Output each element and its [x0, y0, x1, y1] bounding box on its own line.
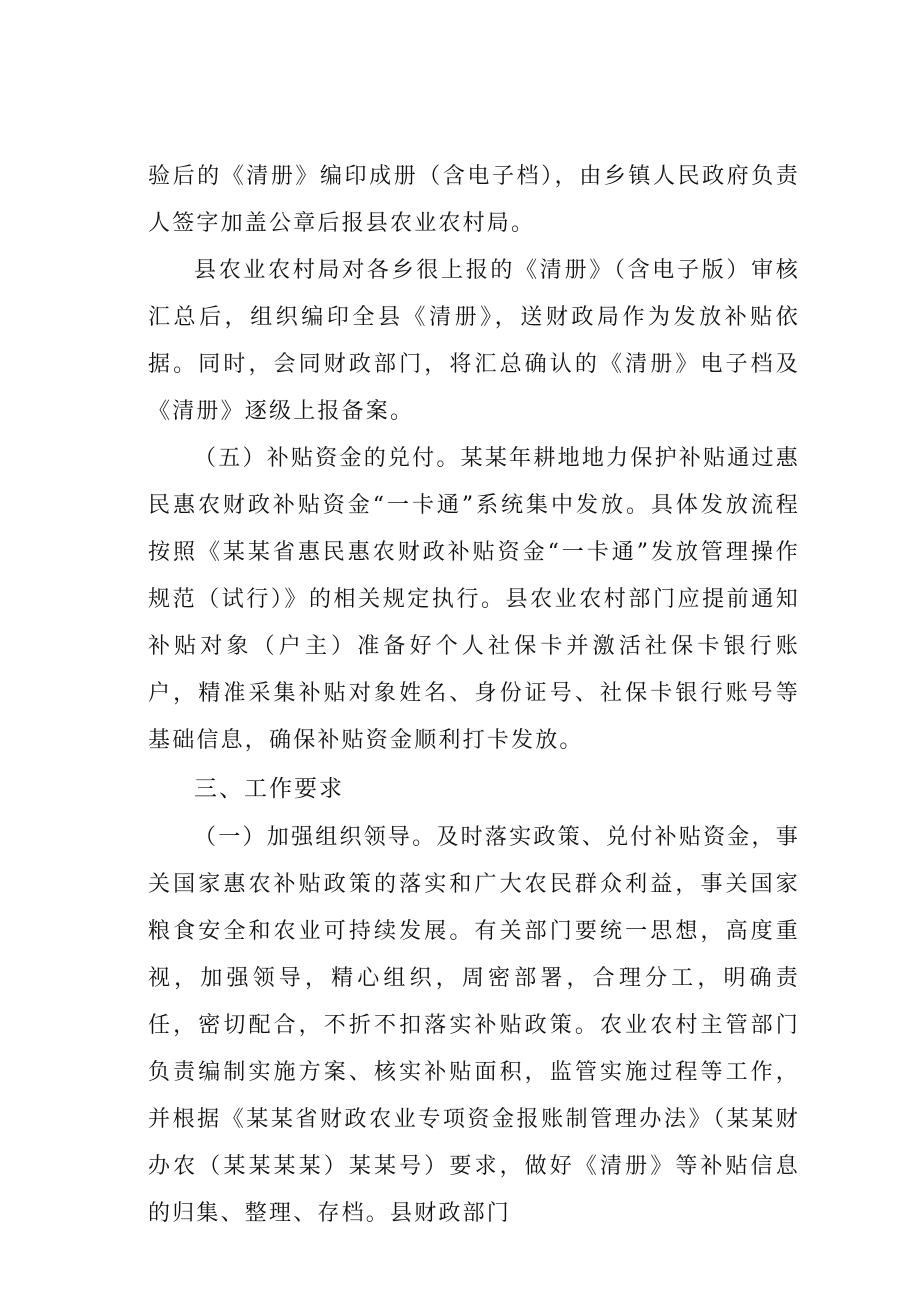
body-paragraph-4: （一）加强组织领导。及时落实政策、兑付补贴资金，事关国家惠农补贴政策的落实和广大农民群众利益，事关国家粮食安全和农业可持续发展。有关部门要统一思想，高度重视，加强领导，精心组织，周密部署，合理分工，明确责任，密切配合，不折不扣落实补贴政策。农业农村主管部门负责编制实施方案、核实补贴面积，监管实施过程等工作，并根据《某某省财政农业专项资金报账制管理办法》（某某财办农（某某某某）某某号）要求，做好《清册》等补贴信息的归集、整理、存档。县财政部门: [148, 825, 800, 1226]
document-page: [148, 153, 800, 1237]
body-paragraph-3: （五）补贴资金的兑付。某某年耕地地力保护补贴通过惠民惠农财政补贴资金“一卡通”系统集中发放。具体发放流程按照《某某省惠民惠农财政补贴资金“一卡通”发放管理操作规范（试行）》的相关规定执行。县农业农村部门应提前通知补贴对象（户主）准备好个人社保卡并激活社保卡银行账户，精准采集补贴对象姓名、身份证号、社保卡银行账号等基础信息，确保补贴资金顺利打卡发放。: [148, 446, 800, 753]
body-paragraph-2: 县农业农村局对各乡很上报的《清册》（含电子版）审核汇总后，组织编印全县《清册》，送财政局作为发放补贴依据。同时，会同财政部门，将汇总确认的《清册》电子档及《清册》逐级上报备案。: [148, 258, 800, 424]
body-paragraph-1: 验后的《清册》编印成册（含电子档），由乡镇人民政府负责人签字加盖公章后报县农业农村局。: [148, 164, 800, 236]
section-heading-work-requirements: 三、工作要求: [194, 776, 344, 802]
